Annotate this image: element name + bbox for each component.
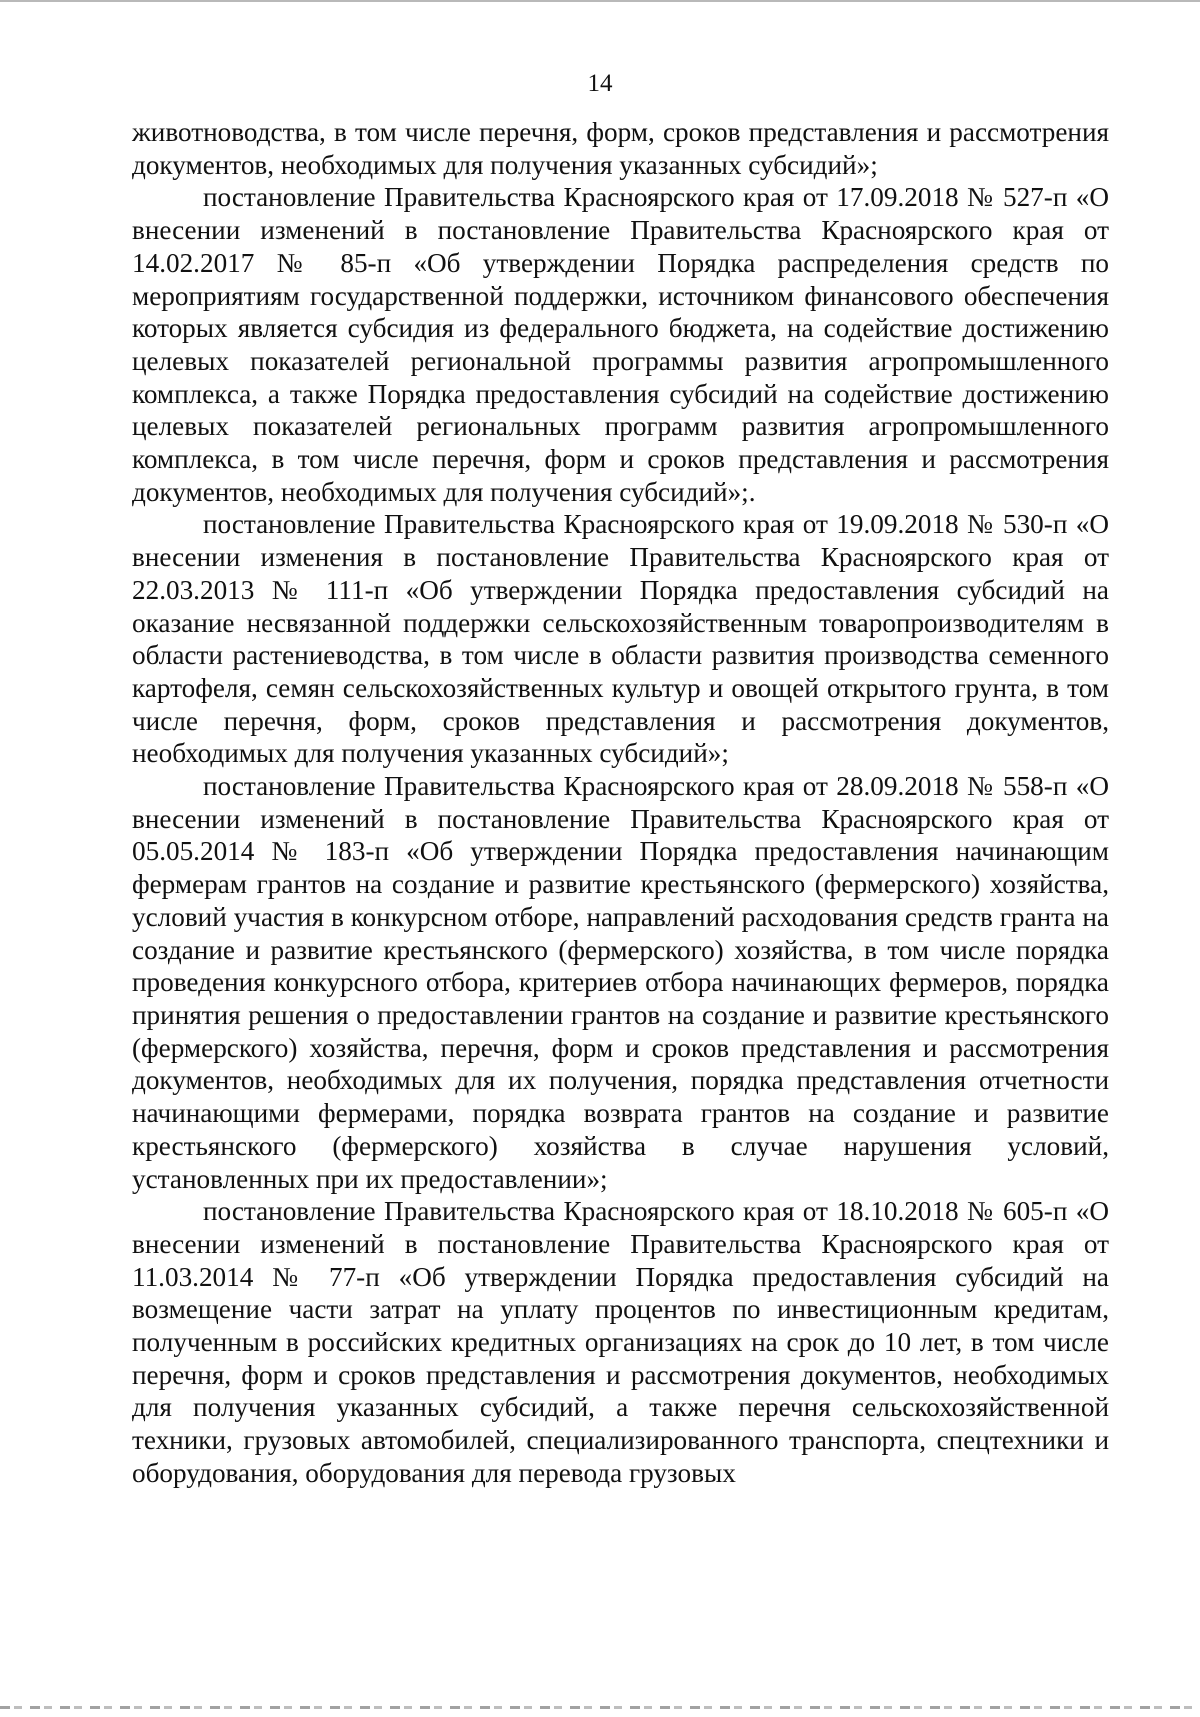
paragraph-continuation: животноводства, в том числе перечня, форм, сроков представления и рассмотрения документов, необходимых для получения указанных субсидий»; [132, 117, 1109, 180]
scan-bottom-edge [0, 1706, 1200, 1709]
scan-top-edge [0, 0, 1200, 2]
document-body [132, 116, 1109, 1490]
paragraph-resolution-530: постановление Правительства Красноярского края от 19.09.2018 № 530-п «О внесении изменения в постановление Правительства Красноярского края от 22.03.2013 № 111-п «Об утверждении Порядка предоставления субсидий на оказание несвязанной поддержки сельскохозяйственным товаропроизводителям в области растениеводства, в том числе в области развития производства семенного картофеля, семян сельскохозяйственных культур и овощей открытого грунта, в том числе перечня, форм, сроков представления и рассмотрения документов, необходимых для получения указанных субсидий»; [132, 509, 1109, 769]
paragraph-resolution-527: постановление Правительства Красноярского края от 17.09.2018 № 527-п «О внесении изменений в постановление Правительства Красноярского края от 14.02.2017 № 85-п «Об утверждении Порядка распределения средств по мероприятиям государственной поддержки, источником финансового обеспечения которых является субсидия из федерального бюджета, на содействие достижению целевых показателей региональной программы развития агропромышленного комплекса, а также Порядка предоставления субсидий на содействие достижению целевых показателей региональных программ развития агропромышленного комплекса, в том числе перечня, форм и сроков представления и рассмотрения документов, необходимых для получения субсидий»;. [132, 182, 1109, 507]
paragraph-resolution-558: постановление Правительства Красноярского края от 28.09.2018 № 558-п «О внесении изменений в постановление Правительства Красноярского края от 05.05.2014 № 183-п «Об утверждении Порядка предоставления начинающим фермерам грантов на создание и развитие крестьянского (фермерского) хозяйства, условий участия в конкурсном отборе, направлений расходования средств гранта на создание и развитие крестьянского (фермерского) хозяйства, в том числе порядка проведения конкурсного отбора, критериев отбора начинающих фермеров, порядка принятия решения о предоставлении грантов на создание и развитие крестьянского (фермерского) хозяйства, перечня, форм и сроков представления и рассмотрения документов, необходимых для их получения, порядка представления отчетности начинающими фермерами, порядка возврата грантов на создание и развитие крестьянского (фермерского) хозяйства в случае нарушения условий, установленных при их предоставлении»; [132, 771, 1109, 1194]
page-number: 14 [587, 70, 613, 97]
paragraph-resolution-605: постановление Правительства Красноярского края от 18.10.2018 № 605-п «О внесении изменений в постановление Правительства Красноярского края от 11.03.2014 № 77-п «Об утверждении Порядка предоставления субсидий на возмещение части затрат на уплату процентов по инвестиционным кредитам, полученным в российских кредитных организациях на срок до 10 лет, в том числе перечня, форм и сроков представления и рассмотрения документов, необходимых для получения указанных субсидий, а также перечня сельскохозяйственной техники, грузовых автомобилей, специализированного транспорта, спецтехники и оборудования, оборудования для перевода грузовых [132, 1196, 1109, 1488]
